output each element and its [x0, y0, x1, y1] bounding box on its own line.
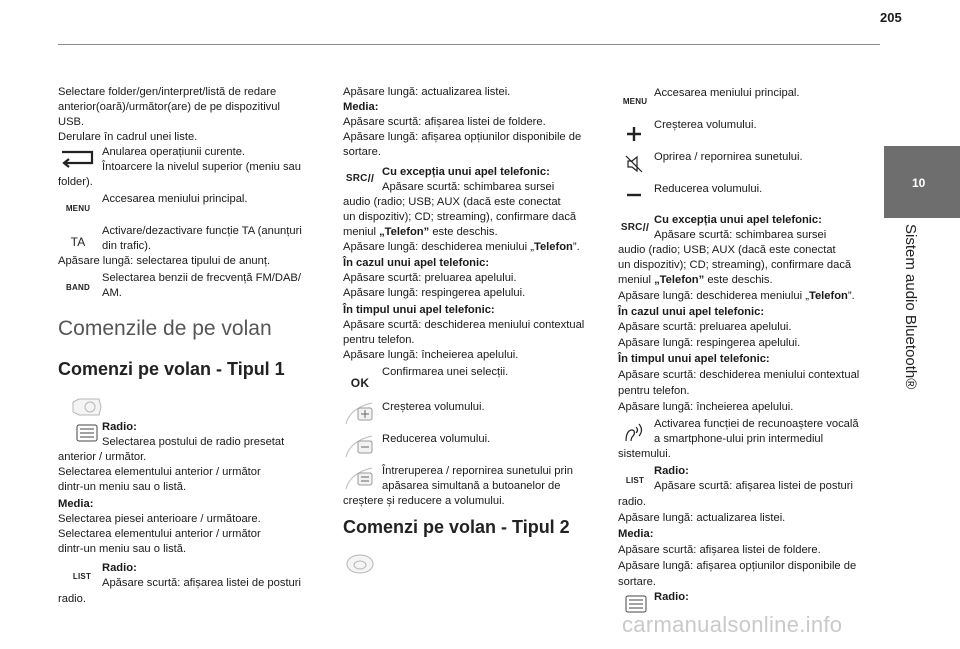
text-span: Apăsare lungă: deschiderea meniului „ — [618, 290, 809, 302]
text-line: pentru telefon. — [618, 385, 690, 397]
text-line: Selectare folder/gen/interpret/listă de redare — [58, 86, 277, 98]
ok-icon: OK — [350, 375, 370, 390]
subsection-heading: Comenzi pe volan - Tipul 1 — [58, 359, 285, 379]
text-line: Apăsare lungă: respingerea apelului. — [343, 287, 526, 299]
text-line — [343, 225, 498, 240]
text-line: audio (radio; USB; AUX (dacă este conectat — [618, 244, 836, 256]
src-icon: SRC // — [345, 172, 375, 185]
text-span: este deschis. — [429, 226, 498, 238]
text-line: din trafic). — [102, 240, 152, 252]
text-line: un dispozitiv); CD; streaming), confirmare dacă — [618, 259, 852, 271]
text-line: Apăsare scurtă: afișarea listei de foldere. — [343, 116, 546, 128]
return-arrow-icon — [58, 147, 98, 171]
band-icon: BAND — [66, 282, 90, 292]
plus-icon — [624, 124, 644, 144]
text-span: „Telefon” — [379, 226, 430, 238]
text-span: Telefon — [533, 241, 573, 253]
text-line: Apăsare lungă: actualizarea listei. — [618, 512, 786, 524]
text-line: Apăsare scurtă: schimbarea sursei — [382, 181, 555, 193]
list-radio-icon — [76, 424, 98, 442]
text-line: apăsarea simultană a butoanelor de — [382, 480, 561, 492]
text-line: Cu excepția unui apel telefonic: — [382, 166, 550, 178]
text-line: În timpul unui apel telefonic: — [618, 353, 770, 365]
text-line: Apăsare lungă: încheierea apelului. — [343, 349, 519, 361]
text-line — [343, 240, 580, 255]
text-line: Selectarea elementului anterior / următor — [58, 528, 261, 540]
text-line: Cu excepția unui apel telefonic: — [654, 214, 822, 226]
text-line — [618, 273, 773, 288]
text-line: Confirmarea unei selecții. — [382, 366, 509, 378]
steering-mute-icon — [343, 465, 377, 491]
text-line: Apăsare scurtă: afișarea listei de posturi — [102, 577, 301, 589]
text-line: În cazul unui apel telefonic: — [343, 257, 490, 269]
text-line: Creșterea volumului. — [654, 119, 757, 131]
text-line: audio (radio; USB; AUX (dacă este conectat — [343, 196, 561, 208]
text-line: Apăsare lungă: afișarea opțiunilor disponibile de — [618, 560, 857, 572]
text-line: Apăsare lungă: afișarea opțiunilor disponibile de — [343, 131, 582, 143]
text-span: „Telefon” — [654, 274, 705, 286]
src-label: SRC — [620, 221, 643, 233]
steering-wheel-icon — [345, 552, 375, 576]
text-line: Selectarea piesei anterioare / următoare. — [58, 513, 261, 525]
list-radio-icon — [624, 594, 648, 614]
text-line: Creșterea volumului. — [382, 401, 485, 413]
chapter-number: 10 — [912, 176, 926, 190]
text-line: USB. — [58, 116, 85, 128]
text-line: Radio: — [102, 562, 137, 574]
text-span: Apăsare lungă: deschiderea meniului „ — [343, 241, 534, 253]
steering-volume-down-icon — [343, 433, 377, 459]
src-icon: SRC // — [620, 221, 650, 234]
menu-icon: MENU — [622, 96, 648, 106]
text-line: Apăsare lungă: respingerea apelului. — [618, 337, 801, 349]
minus-icon — [624, 188, 644, 202]
text-line: Apăsare scurtă: preluarea apelului. — [618, 321, 792, 333]
text-line: Apăsare scurtă: afișarea listei de posturi — [654, 480, 853, 492]
text-line: Reducerea volumului. — [654, 183, 763, 195]
text-line: radio. — [618, 496, 646, 508]
text-line: Media: — [343, 101, 379, 113]
text-line: creștere și reducere a volumului. — [343, 495, 505, 507]
text-line: AM. — [102, 287, 122, 299]
text-line: Oprirea / repornirea sunetului. — [654, 151, 803, 163]
text-line: sortare. — [618, 576, 656, 588]
text-line: Radio: — [654, 465, 689, 477]
text-line: Întoarcere la nivelul superior (meniu sau — [102, 161, 301, 173]
src-label: SRC — [345, 172, 368, 184]
text-span: ”. — [847, 290, 855, 302]
text-line: anterior(oară)/următor(are) de pe dispozitivul — [58, 101, 280, 113]
chapter-tab — [884, 146, 960, 218]
text-line: Radio: — [102, 421, 137, 433]
watermark: carmanualsonline.info — [622, 612, 843, 637]
text-line: dintr-un meniu sau o listă. — [58, 481, 187, 493]
text-line: Selectarea benzii de frecvență FM/DAB/ — [102, 272, 301, 284]
text-line: Întreruperea / repornirea sunetului prin — [382, 465, 573, 477]
text-line: Apăsare scurtă: deschiderea meniului contextual — [343, 319, 585, 331]
text-line: Apăsare scurtă: deschiderea meniului contextual — [618, 369, 860, 381]
chapter-title: Sistem audio Bluetooth® — [902, 224, 919, 390]
text-line: folder). — [58, 176, 93, 188]
ta-icon: TA — [70, 234, 86, 249]
text-line: Selectarea elementului anterior / următor — [58, 466, 261, 478]
text-line: pentru telefon. — [343, 334, 415, 346]
section-heading: Comenzile de pe volan — [58, 317, 272, 340]
text-line: sistemului. — [618, 448, 671, 460]
text-line: Derulare în cadrul unei liste. — [58, 131, 198, 143]
text-line: Apăsare lungă: actualizarea listei. — [343, 86, 511, 98]
text-span: Telefon — [808, 290, 848, 302]
text-span: meniul — [343, 226, 380, 238]
text-line: Radio: — [654, 591, 689, 603]
text-line: un dispozitiv); CD; streaming), confirmare dacă — [343, 211, 577, 223]
text-line: Apăsare scurtă: preluarea apelului. — [343, 272, 517, 284]
steering-control-icon — [70, 396, 104, 418]
list-icon: LIST — [625, 475, 645, 485]
text-line: Media: — [58, 498, 94, 510]
text-line: a smartphone-ului prin intermediul — [654, 433, 824, 445]
text-line: Apăsare lungă: încheierea apelului. — [618, 401, 794, 413]
text-line: dintr-un meniu sau o listă. — [58, 543, 187, 555]
text-line: Apăsare scurtă: afișarea listei de foldere. — [618, 544, 821, 556]
text-span: meniul — [618, 274, 655, 286]
text-line: În cazul unui apel telefonic: — [618, 306, 765, 318]
text-line: Apăsare scurtă: schimbarea sursei — [654, 229, 827, 241]
text-span: este deschis. — [704, 274, 773, 286]
text-line: Accesarea meniului principal. — [102, 193, 248, 205]
subsection-heading: Comenzi pe volan - Tipul 2 — [343, 517, 570, 537]
text-line: Activarea funcției de recunoaștere vocală — [654, 418, 859, 430]
steering-volume-up-icon — [343, 400, 377, 426]
mute-speaker-icon — [622, 153, 646, 175]
menu-icon: MENU — [65, 203, 91, 213]
text-line: Anularea operațiunii curente. — [102, 146, 246, 158]
page-number: 205 — [880, 10, 902, 25]
text-line: Selectarea postului de radio presetat — [102, 436, 285, 448]
text-line — [618, 289, 855, 304]
text-line: sortare. — [343, 146, 381, 158]
text-line: Apăsare lungă: selectarea tipului de anunț. — [58, 255, 271, 267]
text-line: Media: — [618, 528, 654, 540]
text-line: În timpul unui apel telefonic: — [343, 304, 495, 316]
header-rule — [58, 44, 880, 45]
text-line: Accesarea meniului principal. — [654, 87, 800, 99]
list-icon: LIST — [72, 571, 92, 581]
text-line: radio. — [58, 593, 86, 605]
text-line: Reducerea volumului. — [382, 433, 491, 445]
text-line: anterior / următor. — [58, 451, 147, 463]
text-span: ”. — [572, 241, 580, 253]
voice-recognition-icon — [622, 421, 648, 443]
text-line: Activare/dezactivare funcție TA (anunțuri — [102, 225, 302, 237]
